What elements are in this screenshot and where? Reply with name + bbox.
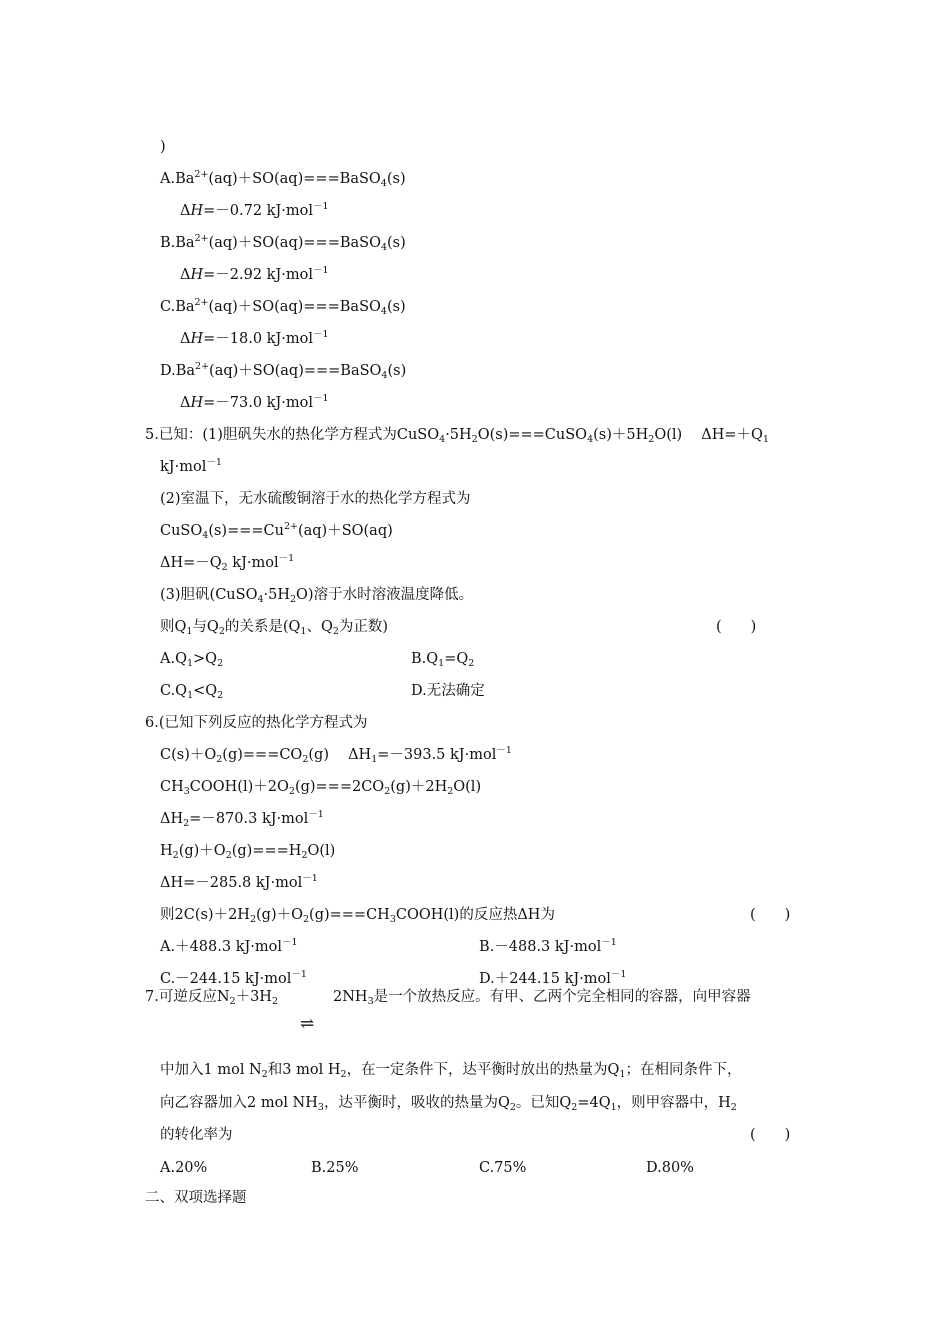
q6-option-b: B.－488.3 kJ·mol$^{-1}$ [479,937,617,955]
q5-question-line: 则$Q_1$与$Q_2$的关系是($Q_1$、$Q_2$为正数) [160,619,389,637]
q4-option-d-enthalpy: ΔH=－73.0 kJ·mol$^{-1}$ [180,393,329,411]
q7-stem-line-4: 的转化率为 [160,1127,233,1143]
equilibrium-arrow-icon: ⇌ [300,1014,315,1034]
q7-option-d: D.80% [646,1160,694,1176]
q5-stem-line-3: (2)室温下，无水硫酸铜溶于水的热化学方程式为 [160,491,471,507]
q7-option-b: B.25% [311,1160,359,1176]
q5-stem-line-6: (3)胆矾$(CuSO_4\cdot 5H_2O)$溶于水时溶液温度降低。 [160,587,474,605]
q5-option-a: $A.Q_1>Q_2$ [160,651,224,669]
q5-stem-line-5: $\Delta H=-Q_2$ kJ·mol$^{-1}$ [160,553,295,573]
q6-enthalpy-3: ΔH=－285.8 kJ·mol$^{-1}$ [160,873,318,891]
q4-option-d-equation: $D.Ba^{2+}(aq)+SO(aq)===BaSO_4(s)$ [160,361,407,381]
q7-option-a: A.20% [160,1160,208,1176]
q4-option-a-equation: $A.Ba^{2+}(aq)+SO(aq)===BaSO_4(s)$ [160,169,406,189]
section-heading: 二、双项选择题 [145,1190,247,1206]
q4-option-a-enthalpy: ΔH=－0.72 kJ·mol$^{-1}$ [180,201,329,219]
q7-stem-line-1b: $2NH_3$是一个放热反应。有甲、乙两个完全相同的容器，向甲容器 [333,989,751,1007]
q6-question-line: 则$2C(s)+2H_2(g)+O_2(g)===CH_3COOH(l)$的反应热ΔH为 [160,907,555,925]
q5-option-b: $B.Q_1=Q_2$ [411,651,475,669]
q5-stem-line-4: $CuSO_4(s)===Cu^{2+}(aq)+SO(aq)$ [160,521,393,541]
q6-option-c: C.－244.15 kJ·mol$^{-1}$ [160,969,307,987]
q4-option-c-enthalpy: ΔH=－18.0 kJ·mol$^{-1}$ [180,329,329,347]
q5-stem-line-2: kJ·mol$^{-1}$ [160,457,222,475]
q7-stem-line-2: 中加入1 mol $N_2$和3 mol $H_2$，在一定条件下，达平衡时放出的热量为$Q_1$；在相同条件下， [160,1062,742,1080]
q6-enthalpy-2: $\Delta H_2=-870.3$ kJ·mol$^{-1}$ [160,809,324,829]
q6-option-d: D.＋244.15 kJ·mol$^{-1}$ [479,969,627,987]
q6-stem-line-1: 6.(已知下列反应的热化学方程式为 [145,715,368,731]
q6-equation-2: $CH_3COOH(l)+2O_2(g)===2CO_2(g)+2H_2O(l)$ [160,779,482,797]
q7-answer-paren: ( ) [750,1127,791,1143]
q4-option-b-enthalpy: ΔH=－2.92 kJ·mol$^{-1}$ [180,265,329,283]
q5-answer-paren: ( ) [716,619,757,635]
q7-option-c: C.75% [479,1160,527,1176]
q6-equation-1: $C(s)+O_2(g)===CO_2(g)$ $\Delta H_1=-393.5$ kJ·mol$^{-1}$ [160,745,512,765]
q5-option-c: $C.Q_1<Q_2$ [160,683,224,701]
q4-option-c-equation: $C.Ba^{2+}(aq)+SO(aq)===BaSO_4(s)$ [160,297,406,317]
paren-tail: ) [160,139,166,155]
q5-stem-line-1: 5.已知：(1)胆矾失水的热化学方程式为$CuSO_4\cdot 5H_2O(s)===CuSO_4(s)+5H_2O(l)$ $\Delta H=+Q_1$ [145,427,769,445]
q4-option-b-equation: $B.Ba^{2+}(aq)+SO(aq)===BaSO_4(s)$ [160,233,406,253]
q7-stem-line-1a: 7.可逆反应$N_2+3H_2$ [145,989,278,1007]
q6-answer-paren: ( ) [750,907,791,923]
q7-stem-line-3: 向乙容器加入2 mol $NH_3$，达平衡时，吸收的热量为$Q_2$。已知$Q_2=4Q_1$，则甲容器中，$H_2$ [160,1095,737,1113]
q6-equation-3: $H_2(g)+O_2(g)===H_2O(l)$ [160,843,336,861]
q6-option-a: A.＋488.3 kJ·mol$^{-1}$ [160,937,298,955]
q5-option-d: D.无法确定 [411,683,485,699]
